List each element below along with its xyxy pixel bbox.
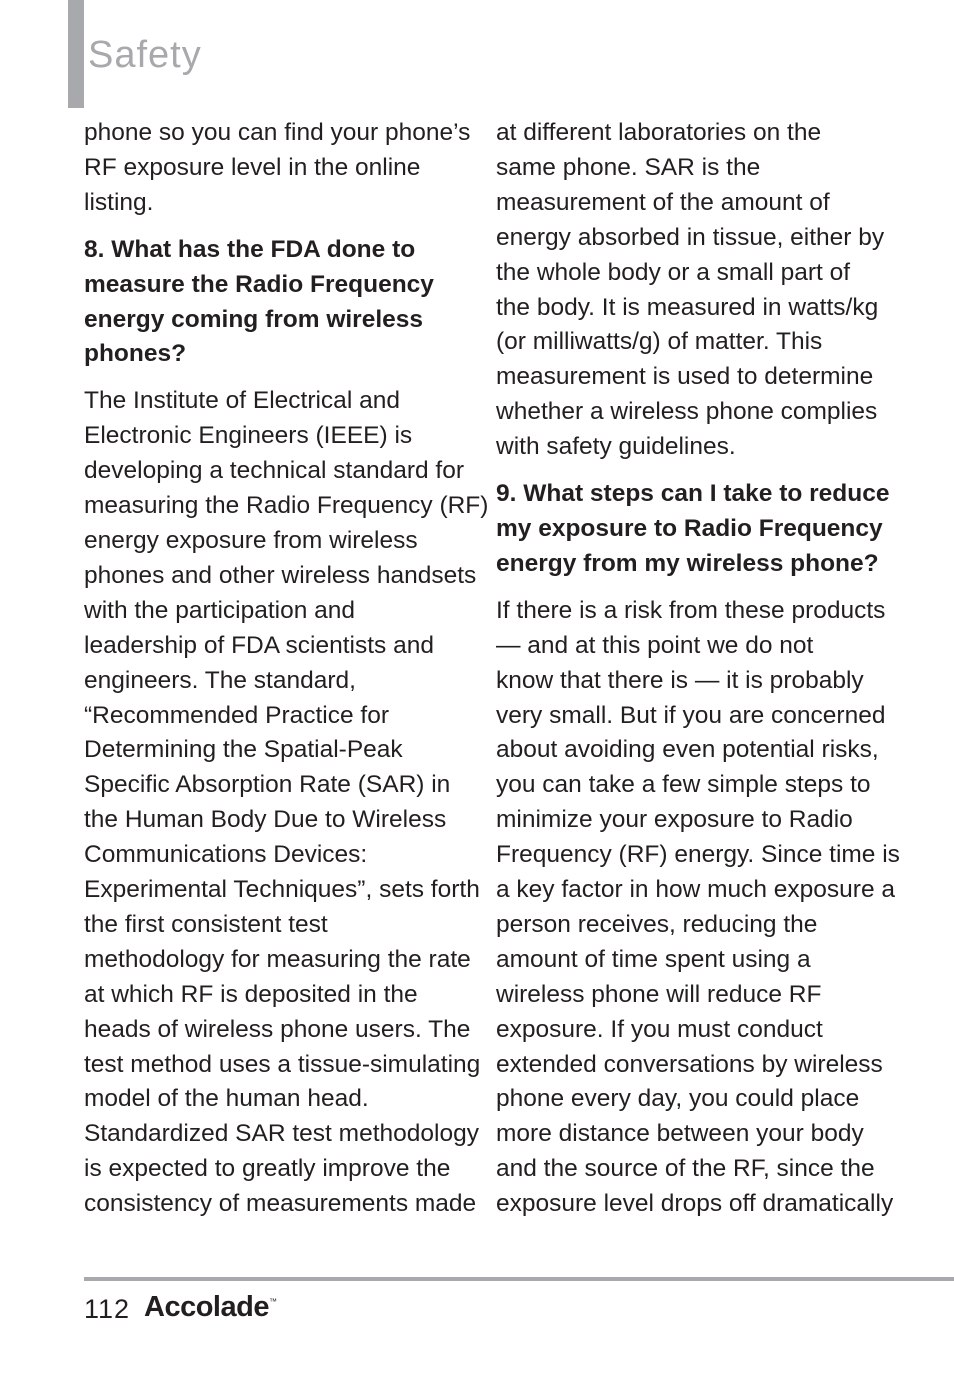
text-line: methodology for measuring the rate [84,945,471,973]
text-line: the first consistent test [84,910,328,938]
text-line: test method uses a tissue-simulating [84,1050,481,1078]
text-line: phone so you can find your phone’s [84,119,471,146]
text-line: Frequency (RF) energy. Since time is [496,841,900,869]
text-line: (or milliwatts/g) of matter. This [496,328,823,356]
text-line: Standardized SAR test methodology [84,1120,479,1148]
text-line: with safety guidelines. [496,433,736,461]
text-line: at which RF is deposited in the [84,980,418,1008]
text-line: energy exposure from wireless [84,526,418,554]
text-line: about avoiding even potential risks, [496,736,879,764]
paragraph [84,384,489,1222]
text-line: the whole body or a small part of [496,258,851,286]
text-line: leadership of FDA scientists and [84,631,434,659]
text-line: RF exposure level in the online [84,153,421,181]
text-line: Determining the Spatial-Peak [84,736,403,764]
text-line: phones and other wireless handsets [84,561,477,589]
text-line: exposure level drops off dramatically [496,1190,894,1218]
text-line: Specific Absorption Rate (SAR) in [84,771,451,799]
text-line: measurement is used to determine [496,363,874,391]
text-line: you can take a few simple steps to [496,771,871,799]
text-line: energy coming from wireless [84,305,424,333]
trademark-symbol: ™ [268,1297,277,1306]
text-line: very small. But if you are concerned [496,701,886,729]
text-line: extended conversations by wireless [496,1050,883,1078]
text-line: at different laboratories on the [496,119,822,146]
text-line: and the source of the RF, since the [496,1155,875,1183]
text-line: the body. It is measured in watts/kg [496,293,879,321]
text-line: phones? [84,340,187,368]
text-line: engineers. The standard, [84,666,356,694]
text-line: phone every day, you could place [496,1085,860,1113]
text-line: model of the human head. [84,1085,369,1113]
page-number: 112 [84,1294,131,1324]
text-line: “Recommended Practice for [84,701,390,729]
text-line: the Human Body Due to Wireless [84,806,447,834]
text-line: 9. What steps can I take to reduce [496,480,890,508]
text-line: my exposure to Radio Frequency [496,514,883,542]
text-line: heads of wireless phone users. The [84,1015,471,1043]
text-line: whether a wireless phone complies [496,398,878,426]
text-line: developing a technical standard for [84,457,465,485]
paragraph [496,116,885,465]
text-line: a key factor in how much exposure a [496,876,896,904]
text-line: Communications Devices: [84,841,368,869]
text-line: with the participation and [84,596,356,624]
header-accent-bar [68,0,84,108]
text-line: amount of time spent using a [496,945,811,973]
text-line: measuring the Radio Frequency (RF) [84,492,489,520]
section-title: Safety [88,34,202,76]
text-line: listing. [84,188,154,216]
text-line: is expected to greatly improve the [84,1155,451,1183]
text-line: wireless phone will reduce RF [496,980,822,1008]
text-line: same phone. SAR is the [496,153,761,181]
text-line: minimize your exposure to Radio [496,806,853,834]
text-line: Electronic Engineers (IEEE) is [84,422,413,450]
paragraph [496,594,900,1222]
text-line: measure the Radio Frequency [84,270,434,298]
text-line: more distance between your body [496,1120,864,1148]
right-column [496,116,900,1234]
question-heading-8 [84,233,464,373]
brand-logo [144,1291,276,1324]
left-column [84,116,489,1234]
text-line: measurement of the amount of [496,188,830,216]
text-line: person receives, reducing the [496,910,818,938]
text-line: know that there is — it is probably [496,666,864,694]
footer-divider [84,1277,954,1281]
brand-name: Accolade [144,1291,269,1323]
text-line: exposure. If you must conduct [496,1015,823,1043]
text-line: — and at this point we do not [496,631,814,659]
text-line: energy absorbed in tissue, either by [496,223,885,251]
paragraph [84,116,471,221]
text-line: If there is a risk from these products [496,596,886,624]
question-heading-9 [496,477,890,582]
text-line: The Institute of Electrical and [84,387,400,415]
text-line: Experimental Techniques”, sets forth [84,876,480,904]
text-line: 8. What has the FDA done to [84,235,416,263]
text-line: energy from my wireless phone? [496,549,879,577]
text-line: consistency of measurements made [84,1190,477,1218]
